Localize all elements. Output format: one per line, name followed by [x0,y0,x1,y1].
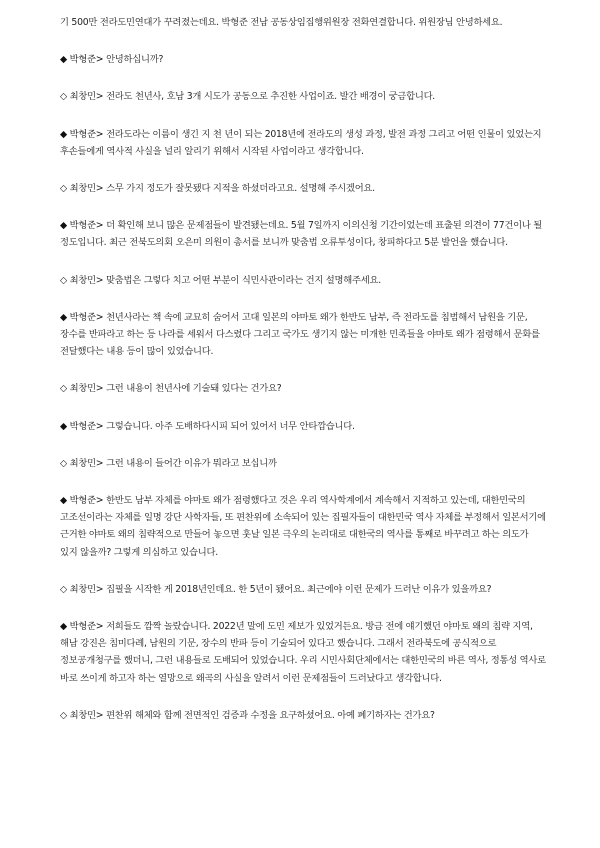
speaker-label: ◇ 최창민> [60,457,104,469]
answer-paragraph [60,51,546,68]
paragraph-text: 안녕하십니까? [106,54,164,66]
speaker-label: ◆ 박형준> [60,54,104,66]
speaker-label: ◇ 최창민> [60,274,104,286]
paragraph-text: 그런 내용이 천년사에 기술돼 있다는 건가요? [106,383,282,395]
speaker-label: ◇ 최창민> [60,383,104,395]
paragraph-text: 스무 가지 정도가 잘못됐다 지적을 하셨더라고요. 설명해 주시겠어요. [106,183,375,195]
paragraph-text: 맞춤법은 그렇다 치고 어떤 부분이 식민사관이라는 건지 설명해주세요. [106,274,381,286]
paragraph-text: 저희들도 깜짝 놀랐습니다. 2022년 말에 도민 제보가 있었거든요. 방금 전에 얘기했던 야마토 왜의 침략 지역, 해남 강진은 침미다례, 남원의 기문, 장수의 반파 등이 기술되어 있다고 했습니다. 그래서 전라북도에 공식적으로 정보공개청구를 했더니, 그런 내용들로 도배되어 있었습니다. 우리 시민사회단체에서는 대한민국의 바른 역사, 정통성 역사로 바로 쓰이게 하고자 하는 열망으로 왜곡의 사실을 알려서 이런 문제점들이 드러났다고 생각합니다. [60,621,546,684]
intro-paragraph [60,14,546,31]
paragraph-text: 편찬위 해체와 함께 전면적인 검증과 수정을 요구하셨어요. 아예 폐기하자는 건가요? [106,709,435,721]
question-paragraph [60,272,546,289]
question-paragraph [60,380,546,397]
speaker-label: ◆ 박형준> [60,621,104,633]
speaker-label: ◇ 최창민> [60,583,104,595]
answer-paragraph [60,309,546,361]
speaker-label: ◇ 최창민> [60,709,104,721]
speaker-label: ◆ 박형준> [60,311,104,323]
paragraph-text: 한반도 남부 자체를 야마토 왜가 점령했다고 것은 우리 역사학계에서 계속해서 지적하고 있는데, 대한민국의 고조선이라는 자체를 일명 강단 사학자들, 또 편찬위에 소속되어 있는 집필자들이 대한민국 역사 자체를 부정해서 일본서기에 근거한 야마토 왜의 침략적으로 만들어 놓으면 훗날 일본 극우의 논리대로 대한국의 역사를 통째로 바꾸려고 하는 의도가 있지 않을까? 그렇게 의심하고 있습니다. [60,495,546,558]
answer-paragraph [60,217,546,251]
question-paragraph [60,180,546,197]
paragraph-text: 더 확인해 보니 많은 문제점들이 발견됐는데요. 5월 7일까지 이의신청 기간이었는데 표출된 의견이 77건이나 될 정도입니다. 최근 전북도의회 오은미 의원이 총서를 보니까 맞춤법 오류투성이다, 창피하다고 5분 발언을 했습니다. [60,220,543,249]
answer-paragraph [60,492,546,561]
paragraph-text: 천년사라는 책 속에 교묘히 숨어서 고대 일본의 야마토 왜가 한반도 남부, 즉 전라도를 침범해서 남원을 기문, 장수를 반파라고 하는 등 나라를 세워서 다스렸다 그리고 국가도 생기지 않는 미개한 민족들을 야마토 왜가 점령해서 문화를 전달했다는 내용 등이 많이 있었습니다. [60,311,540,358]
question-paragraph [60,88,546,105]
speaker-label: ◇ 최창민> [60,91,104,103]
answer-paragraph [60,618,546,687]
speaker-label: ◇ 최창민> [60,183,104,195]
paragraph-text: 전라도라는 이름이 생긴 지 천 년이 되는 2018년에 전라도의 생성 과정, 발전 과정 그리고 어떤 인물이 있었는지 후손들에게 역사적 사실을 널리 알리기 위해서 시작된 사업이라고 생각합니다. [60,128,542,157]
speaker-label: ◆ 박형준> [60,495,104,507]
paragraph-text: 그렇습니다. 아주 도배하다시피 되어 있어서 너무 안타깝습니다. [106,420,355,432]
paragraph-text: 집필을 시작한 게 2018년인데요. 한 5년이 됐어요. 최근에야 이런 문제가 드러난 이유가 있을까요? [106,583,492,595]
paragraph-text: 전라도 천년사, 호남 3개 시도가 공동으로 추진한 사업이죠. 발간 배경이 궁금합니다. [106,91,436,103]
question-paragraph [60,707,546,724]
speaker-label: ◆ 박형준> [60,220,104,232]
answer-paragraph [60,418,546,435]
speaker-label: ◆ 박형준> [60,420,104,432]
answer-paragraph [60,126,546,160]
paragraph-text: 기 500만 전라도민연대가 꾸려졌는데요. 박형준 전남 공동상임집행위원장 전화연결합니다. 위원장님 안녕하세요. [60,17,503,28]
document-page [60,14,546,744]
paragraph-text: 그런 내용이 들어간 이유가 뭐라고 보십니까 [106,457,277,469]
speaker-label: ◆ 박형준> [60,128,104,140]
question-paragraph [60,455,546,472]
question-paragraph [60,581,546,598]
